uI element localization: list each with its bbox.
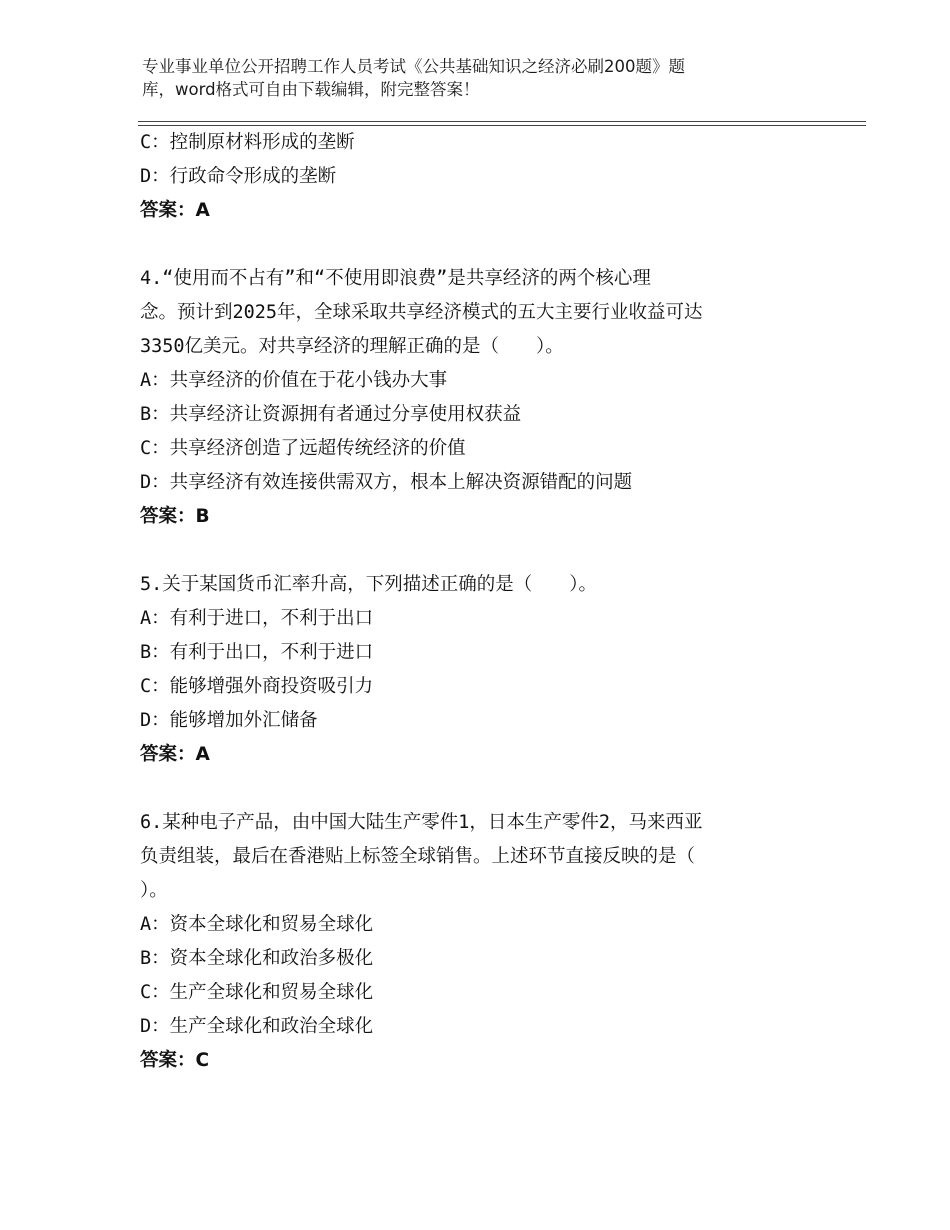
option-b: B：共享经济让资源拥有者通过分享使用权获益 bbox=[140, 404, 522, 425]
question-block-6 bbox=[140, 806, 820, 1078]
option-d: D：能够增加外汇储备 bbox=[140, 710, 318, 731]
question-stem: 5.关于某国货币汇率升高，下列描述正确的是（ ）。 bbox=[140, 574, 598, 595]
option-b: B：有利于出口，不利于进口 bbox=[140, 642, 374, 663]
question-stem: 念。预计到2025年，全球采取共享经济模式的五大主要行业收益可达 bbox=[140, 302, 703, 323]
option-d: D：共享经济有效连接供需双方，根本上解决资源错配的问题 bbox=[140, 472, 633, 493]
answer-label: 答案：A bbox=[140, 200, 210, 221]
document-body bbox=[140, 126, 820, 1078]
question-stem: 6.某种电子产品，由中国大陆生产零件1，日本生产零件2，马来西亚 bbox=[140, 812, 703, 833]
answer-label: 答案：C bbox=[140, 1050, 210, 1071]
option-a: A：有利于进口，不利于出口 bbox=[140, 608, 374, 629]
header-line-1: 专业事业单位公开招聘工作人员考试《公共基础知识之经济必刷200题》题 bbox=[142, 57, 685, 76]
question-stem: ）。 bbox=[140, 880, 168, 901]
question-block-5 bbox=[140, 568, 820, 772]
question-stem: 4.“使用而不占有”和“不使用即浪费”是共享经济的两个核心理 bbox=[140, 268, 651, 289]
header-line-2: 库，word格式可自由下载编辑，附完整答案！ bbox=[142, 80, 480, 99]
option-c: C：能够增强外商投资吸引力 bbox=[140, 676, 374, 697]
question-block-4 bbox=[140, 262, 820, 534]
answer-label: 答案：A bbox=[140, 744, 210, 765]
option-c: C：共享经济创造了远超传统经济的价值 bbox=[140, 438, 466, 459]
option-b: B：资本全球化和政治多极化 bbox=[140, 948, 374, 969]
page-header bbox=[142, 55, 872, 101]
option-a: A：资本全球化和贸易全球化 bbox=[140, 914, 374, 935]
question-stem: 负责组装，最后在香港贴上标签全球销售。上述环节直接反映的是（ bbox=[140, 846, 696, 867]
option-c: C：生产全球化和贸易全球化 bbox=[140, 982, 374, 1003]
question-stem: 3350亿美元。对共享经济的理解正确的是（ ）。 bbox=[140, 336, 564, 357]
option-c: C：控制原材料形成的垄断 bbox=[140, 132, 355, 153]
option-a: A：共享经济的价值在于花小钱办大事 bbox=[140, 370, 448, 391]
answer-label: 答案：B bbox=[140, 506, 210, 527]
option-d: D：生产全球化和政治全球化 bbox=[140, 1016, 374, 1037]
option-d: D：行政命令形成的垄断 bbox=[140, 166, 337, 187]
question-block-partial bbox=[140, 126, 820, 228]
